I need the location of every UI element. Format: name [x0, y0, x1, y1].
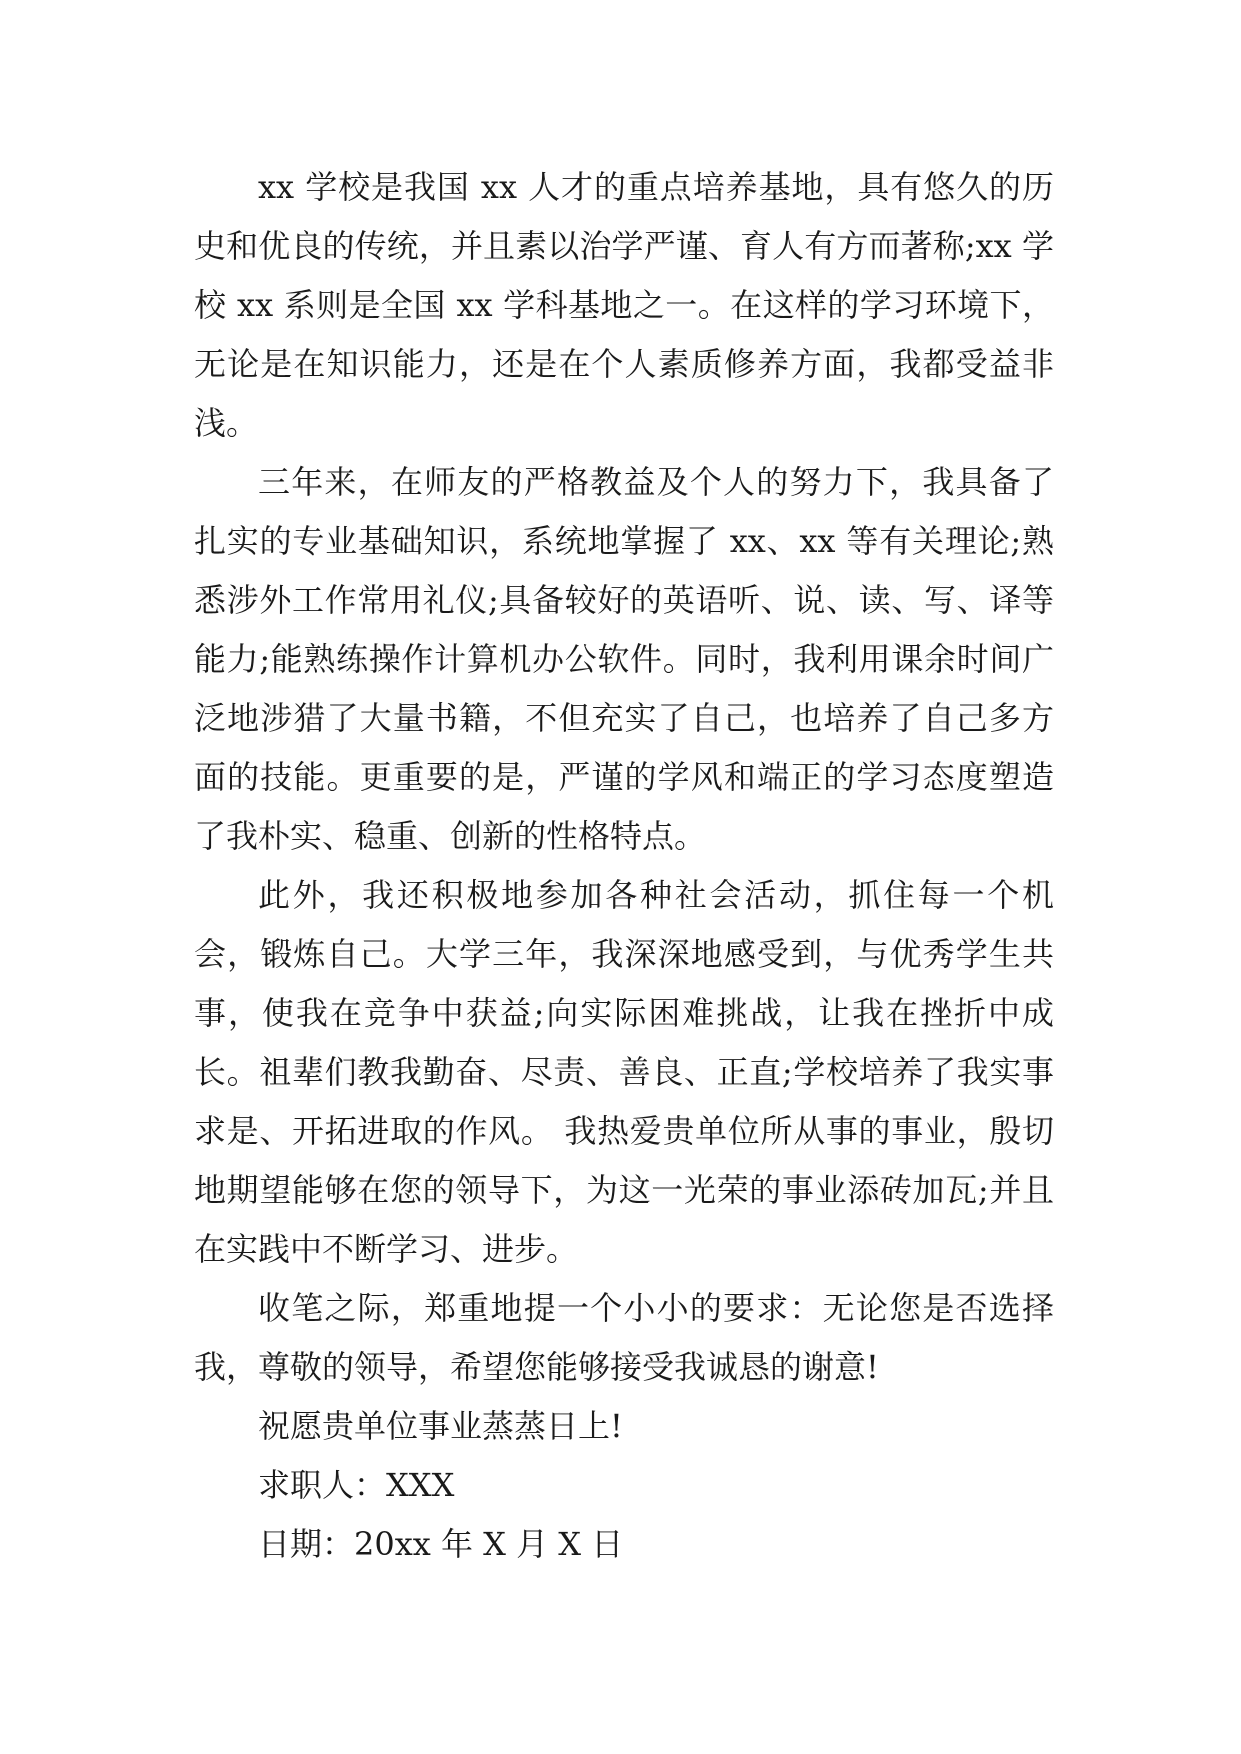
paragraph-activities: 此外，我还积极地参加各种社会活动，抓住每一个机会，锻炼自己。大学三年，我深深地感受到，与优秀学生共事，使我在竞争中获益;向实际困难挑战，让我在挫折中成长。祖辈们教我勤奋、尽责、善良、正直;学校培养了我实事求是、开拓进取的作风。 我热爱贵单位所从事的事业，殷切地期望能够在您的领导下，为这一光荣的事业添砖加瓦;并且在实践中不断学习、进步。	[194, 876, 1054, 1268]
closing-wish: 祝愿贵单位事业蒸蒸日上!	[258, 1407, 623, 1445]
paragraph-skills: 三年来，在师友的严格教益及个人的努力下，我具备了扎实的专业基础知识，系统地掌握了 xx、xx 等有关理论;熟悉涉外工作常用礼仪;具备较好的英语听、说、读、写、译等能力;能熟练操作计算机办公软件。同时，我利用课余时间广泛地涉猎了大量书籍，不但充实了自己，也培养了自己多方面的技能。更重要的是，严谨的学风和端正的学习态度塑造了我朴实、稳重、创新的性格特点。	[194, 463, 1054, 855]
paragraph-school: xx 学校是我国 xx 人才的重点培养基地，具有悠久的历史和优良的传统，并且素以治学严谨、育人有方而著称;xx 学校 xx 系则是全国 xx 学科基地之一。在这样的学习环境下，无论是在知识能力，还是在个人素质修养方面，我都受益非浅。	[194, 168, 1054, 442]
paragraph-request: 收笔之际，郑重地提一个小小的要求：无论您是否选择我，尊敬的领导，希望您能够接受我诚恳的谢意!	[194, 1289, 1054, 1386]
letter-body	[194, 158, 1054, 1574]
applicant-signature: 求职人：XXX	[258, 1466, 455, 1504]
letter-date: 日期：20xx 年 X 月 X 日	[258, 1525, 624, 1563]
